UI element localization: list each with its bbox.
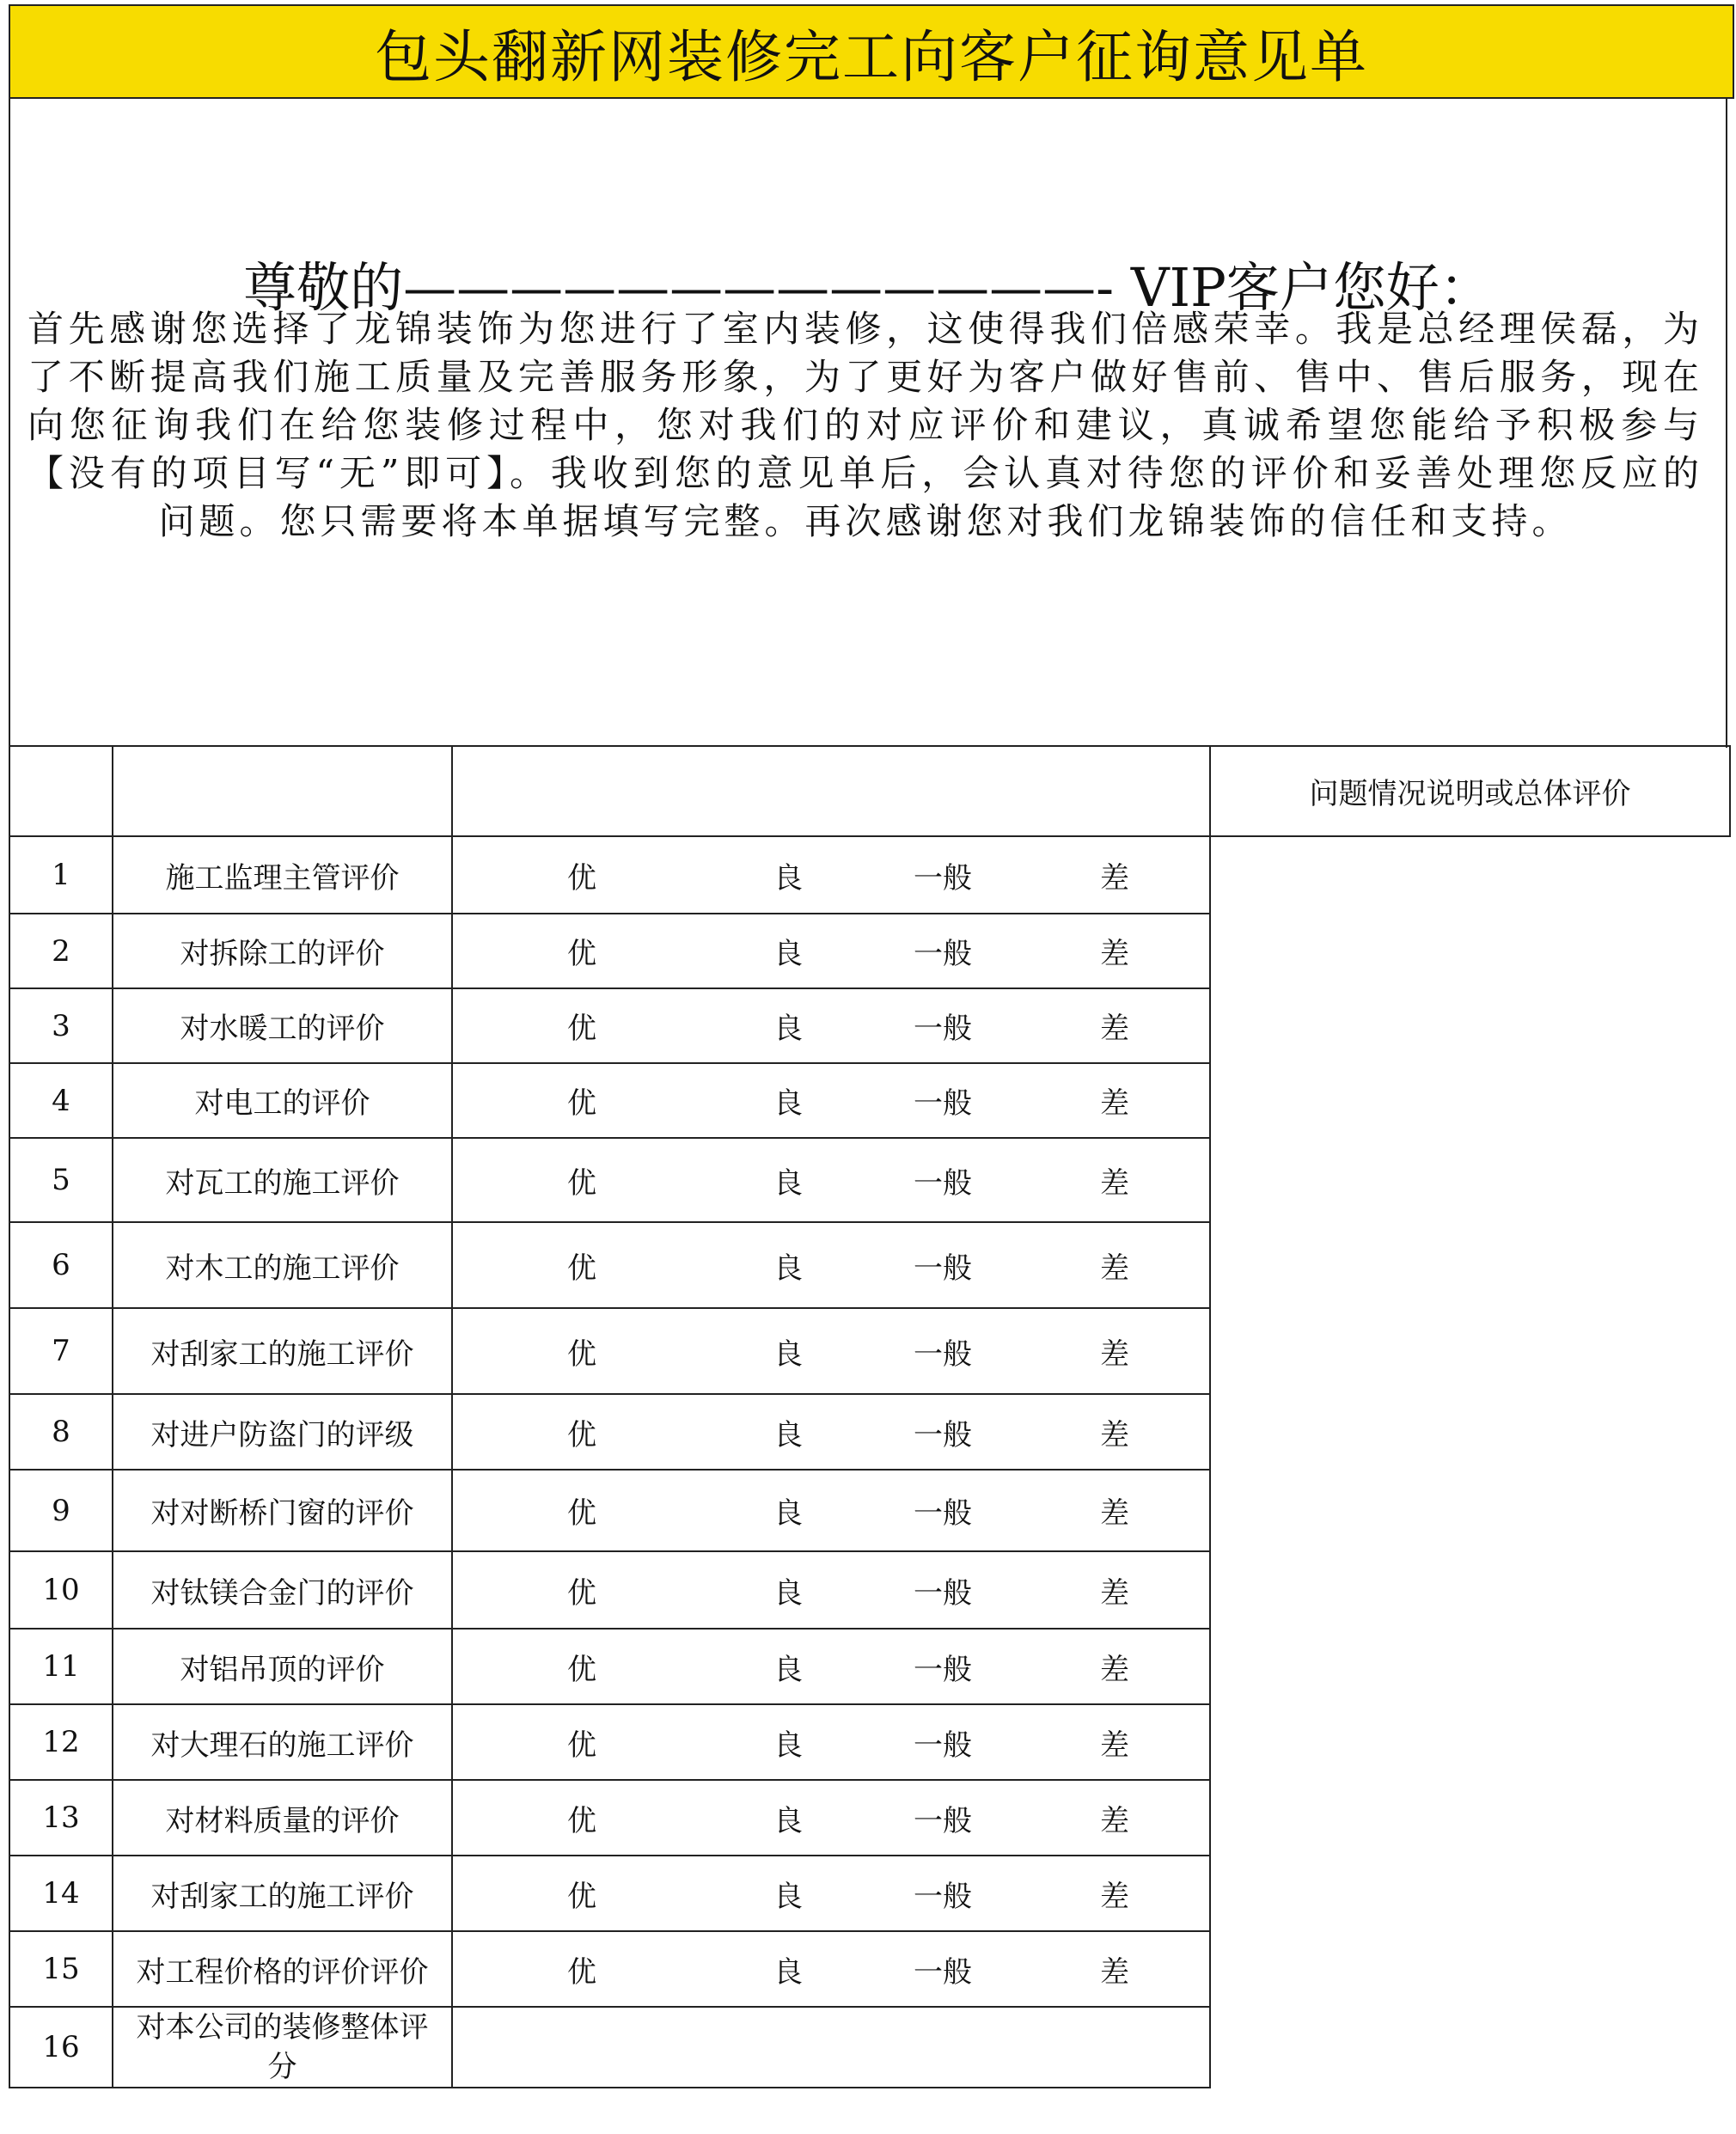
- row-number: 7: [9, 1308, 113, 1394]
- rating-option[interactable]: 优: [567, 1954, 596, 1990]
- rating-options: [452, 1780, 1210, 1856]
- rating-option[interactable]: 差: [1100, 1012, 1129, 1046]
- rating-option[interactable]: 一般: [914, 1496, 972, 1531]
- rating-group: [453, 1244, 1209, 1287]
- item-name: 施工监理主管评价: [113, 836, 452, 914]
- rating-group: [453, 1159, 1209, 1202]
- item-name: 对大理石的施工评价: [113, 1704, 452, 1780]
- rating-option[interactable]: 一般: [914, 860, 972, 896]
- rating-option[interactable]: 良: [773, 1879, 803, 1914]
- rating-option[interactable]: 良: [773, 937, 803, 971]
- remark-header: 问题情况说明或总体评价: [1210, 746, 1730, 836]
- evaluation-table: [9, 745, 1731, 2088]
- rating-option[interactable]: 良: [773, 1652, 803, 1687]
- item-name: 对水暖工的评价: [113, 988, 452, 1063]
- item-name: 对刮家工的施工评价: [113, 1308, 452, 1394]
- rating-group: [453, 1489, 1209, 1532]
- row-number: 3: [9, 988, 113, 1063]
- rating-option[interactable]: 一般: [914, 1417, 972, 1452]
- row-number: 10: [9, 1551, 113, 1629]
- rating-option[interactable]: 差: [1100, 1496, 1129, 1531]
- intro-paragraph: 首先感谢您选择了龙锦装饰为您进行了室内装修，这使得我们倍感荣幸。我是总经理侯磊，为了不断提高我们施工质量及完善服务形象，为了更好为客户做好售前、售中、售后服务，现在向您征询我们在给您装修过程中，您对我们的对应评价和建议，真诚希望您能给予积极参与【没有的项目写“无”即可】。我收到您的意见单后，会认真对待您的评价和妥善处理您反应的问题。您只需要将本单据填写完整。再次感谢您对我们龙锦装饰的信任和支持。: [28, 308, 1703, 542]
- item-name: 对铝吊顶的评价: [113, 1629, 452, 1704]
- rating-option[interactable]: 差: [1100, 937, 1129, 971]
- rating-options: [452, 1931, 1210, 2007]
- rating-options: [452, 1222, 1210, 1308]
- rating-option[interactable]: 差: [1100, 1575, 1129, 1611]
- rating-option[interactable]: 良: [773, 1012, 803, 1046]
- rating-option[interactable]: 良: [773, 1803, 803, 1838]
- rating-option[interactable]: 一般: [914, 1250, 972, 1286]
- rating-option[interactable]: 优: [567, 1012, 596, 1046]
- rating-options: [452, 1394, 1210, 1470]
- rating-option[interactable]: 良: [773, 1417, 803, 1452]
- rating-option[interactable]: 良: [773, 1250, 803, 1286]
- rating-option[interactable]: 优: [567, 1086, 596, 1121]
- rating-group: [453, 1797, 1209, 1839]
- rating-option[interactable]: 良: [773, 1954, 803, 1990]
- rating-option[interactable]: 优: [567, 1250, 596, 1286]
- rating-option[interactable]: 差: [1100, 1727, 1129, 1763]
- row-number: 9: [9, 1470, 113, 1551]
- rating-option[interactable]: 优: [567, 1575, 596, 1611]
- rating-group: [453, 1330, 1209, 1373]
- rating-option[interactable]: 优: [567, 937, 596, 971]
- row-number: 14: [9, 1856, 113, 1931]
- rating-group: [453, 1948, 1209, 1990]
- letter-section: [9, 99, 1727, 748]
- row-number: 15: [9, 1931, 113, 2007]
- item-name: [113, 2007, 452, 2088]
- rating-options: [452, 836, 1210, 914]
- rating-option[interactable]: 一般: [914, 1879, 972, 1914]
- rating-option[interactable]: 优: [567, 1165, 596, 1201]
- row-number: 2: [9, 914, 113, 988]
- rating-option[interactable]: 差: [1100, 1417, 1129, 1452]
- header-cell-item: [113, 746, 452, 836]
- rating-group: [453, 1646, 1209, 1688]
- table-header-row: [9, 746, 1730, 836]
- header-cell-no: [9, 746, 113, 836]
- rating-group: [453, 1569, 1209, 1611]
- rating-options: [452, 1308, 1210, 1394]
- rating-option[interactable]: 差: [1100, 860, 1129, 896]
- rating-group: [453, 930, 1209, 972]
- rating-option[interactable]: 良: [773, 860, 803, 896]
- row-number: 8: [9, 1394, 113, 1470]
- rating-option[interactable]: 一般: [914, 1012, 972, 1046]
- row-number: 5: [9, 1138, 113, 1222]
- item-name: 对进户防盗门的评级: [113, 1394, 452, 1470]
- item-name: 对拆除工的评价: [113, 914, 452, 988]
- rating-option[interactable]: 良: [773, 1165, 803, 1201]
- item-name: 对木工的施工评价: [113, 1222, 452, 1308]
- rating-option[interactable]: 良: [773, 1086, 803, 1121]
- row-number: 6: [9, 1222, 113, 1308]
- rating-options: [452, 1063, 1210, 1138]
- rating-group: [453, 1005, 1209, 1047]
- rating-group: [453, 1079, 1209, 1122]
- rating-options: [452, 988, 1210, 1063]
- rating-option[interactable]: 优: [567, 1879, 596, 1914]
- rating-option[interactable]: 优: [567, 1336, 596, 1372]
- rating-option[interactable]: 优: [567, 1417, 596, 1452]
- item-name-text: 对本公司的装修整体评分: [136, 2010, 429, 2084]
- rating-options: [452, 1856, 1210, 1931]
- item-name: 对刮家工的施工评价: [113, 1856, 452, 1931]
- row-number: 4: [9, 1063, 113, 1138]
- rating-option[interactable]: 一般: [914, 1803, 972, 1838]
- rating-option[interactable]: 优: [567, 860, 596, 896]
- row-number: 16: [9, 2007, 113, 2088]
- row-number: 11: [9, 1629, 113, 1704]
- rating-option[interactable]: 优: [567, 1496, 596, 1531]
- survey-sheet: [9, 4, 1734, 2088]
- row-number: 13: [9, 1780, 113, 1856]
- item-name: 对对断桥门窗的评价: [113, 1470, 452, 1551]
- rating-option[interactable]: 优: [567, 1803, 596, 1838]
- rating-option[interactable]: 差: [1100, 1803, 1129, 1838]
- rating-group: [453, 1411, 1209, 1453]
- row-number: 1: [9, 836, 113, 914]
- item-name: 对电工的评价: [113, 1063, 452, 1138]
- rating-option[interactable]: 一般: [914, 1165, 972, 1201]
- rating-options: [452, 1629, 1210, 1704]
- rating-options: [452, 1470, 1210, 1551]
- rating-options: [452, 1138, 1210, 1222]
- item-name: 对瓦工的施工评价: [113, 1138, 452, 1222]
- rating-option[interactable]: 优: [567, 1652, 596, 1687]
- rating-option[interactable]: 良: [773, 1336, 803, 1372]
- rating-options: [452, 1551, 1210, 1629]
- rating-option[interactable]: 差: [1100, 1954, 1129, 1990]
- rating-option[interactable]: 差: [1100, 1336, 1129, 1372]
- rating-option[interactable]: 良: [773, 1575, 803, 1611]
- score-field[interactable]: [452, 2007, 1210, 2088]
- rating-option[interactable]: 一般: [914, 1652, 972, 1687]
- rating-option[interactable]: 差: [1100, 1086, 1129, 1121]
- rating-group: [453, 854, 1209, 896]
- form-title: 包头翻新网装修完工向客户征询意见单: [9, 4, 1734, 99]
- header-cell-rating: [452, 746, 1210, 836]
- greeting-line: 尊敬的—————————————- VIP客户您好：: [243, 256, 1493, 319]
- rating-option[interactable]: 差: [1100, 1250, 1129, 1286]
- rating-option[interactable]: 差: [1100, 1879, 1129, 1914]
- rating-option[interactable]: 良: [773, 1727, 803, 1763]
- item-name: 对钛镁合金门的评价: [113, 1551, 452, 1629]
- rating-options: [452, 1704, 1210, 1780]
- row-number: 12: [9, 1704, 113, 1780]
- rating-option[interactable]: 一般: [914, 1086, 972, 1121]
- rating-option[interactable]: 优: [567, 1727, 596, 1763]
- remark-area[interactable]: [1210, 836, 1730, 2088]
- rating-option[interactable]: 一般: [914, 1336, 972, 1372]
- item-name: 对材料质量的评价: [113, 1780, 452, 1856]
- rating-option[interactable]: 一般: [914, 1575, 972, 1611]
- rating-option[interactable]: 良: [773, 1496, 803, 1531]
- rating-option[interactable]: 一般: [914, 937, 972, 971]
- rating-group: [453, 1721, 1209, 1764]
- item-name: 对工程价格的评价评价: [113, 1931, 452, 2007]
- rating-group: [453, 1873, 1209, 1915]
- rating-option[interactable]: 差: [1100, 1165, 1129, 1201]
- rating-option[interactable]: 一般: [914, 1954, 972, 1990]
- table-row: [9, 836, 1730, 914]
- rating-options: [452, 914, 1210, 988]
- rating-option[interactable]: 差: [1100, 1652, 1129, 1687]
- rating-option[interactable]: 一般: [914, 1727, 972, 1763]
